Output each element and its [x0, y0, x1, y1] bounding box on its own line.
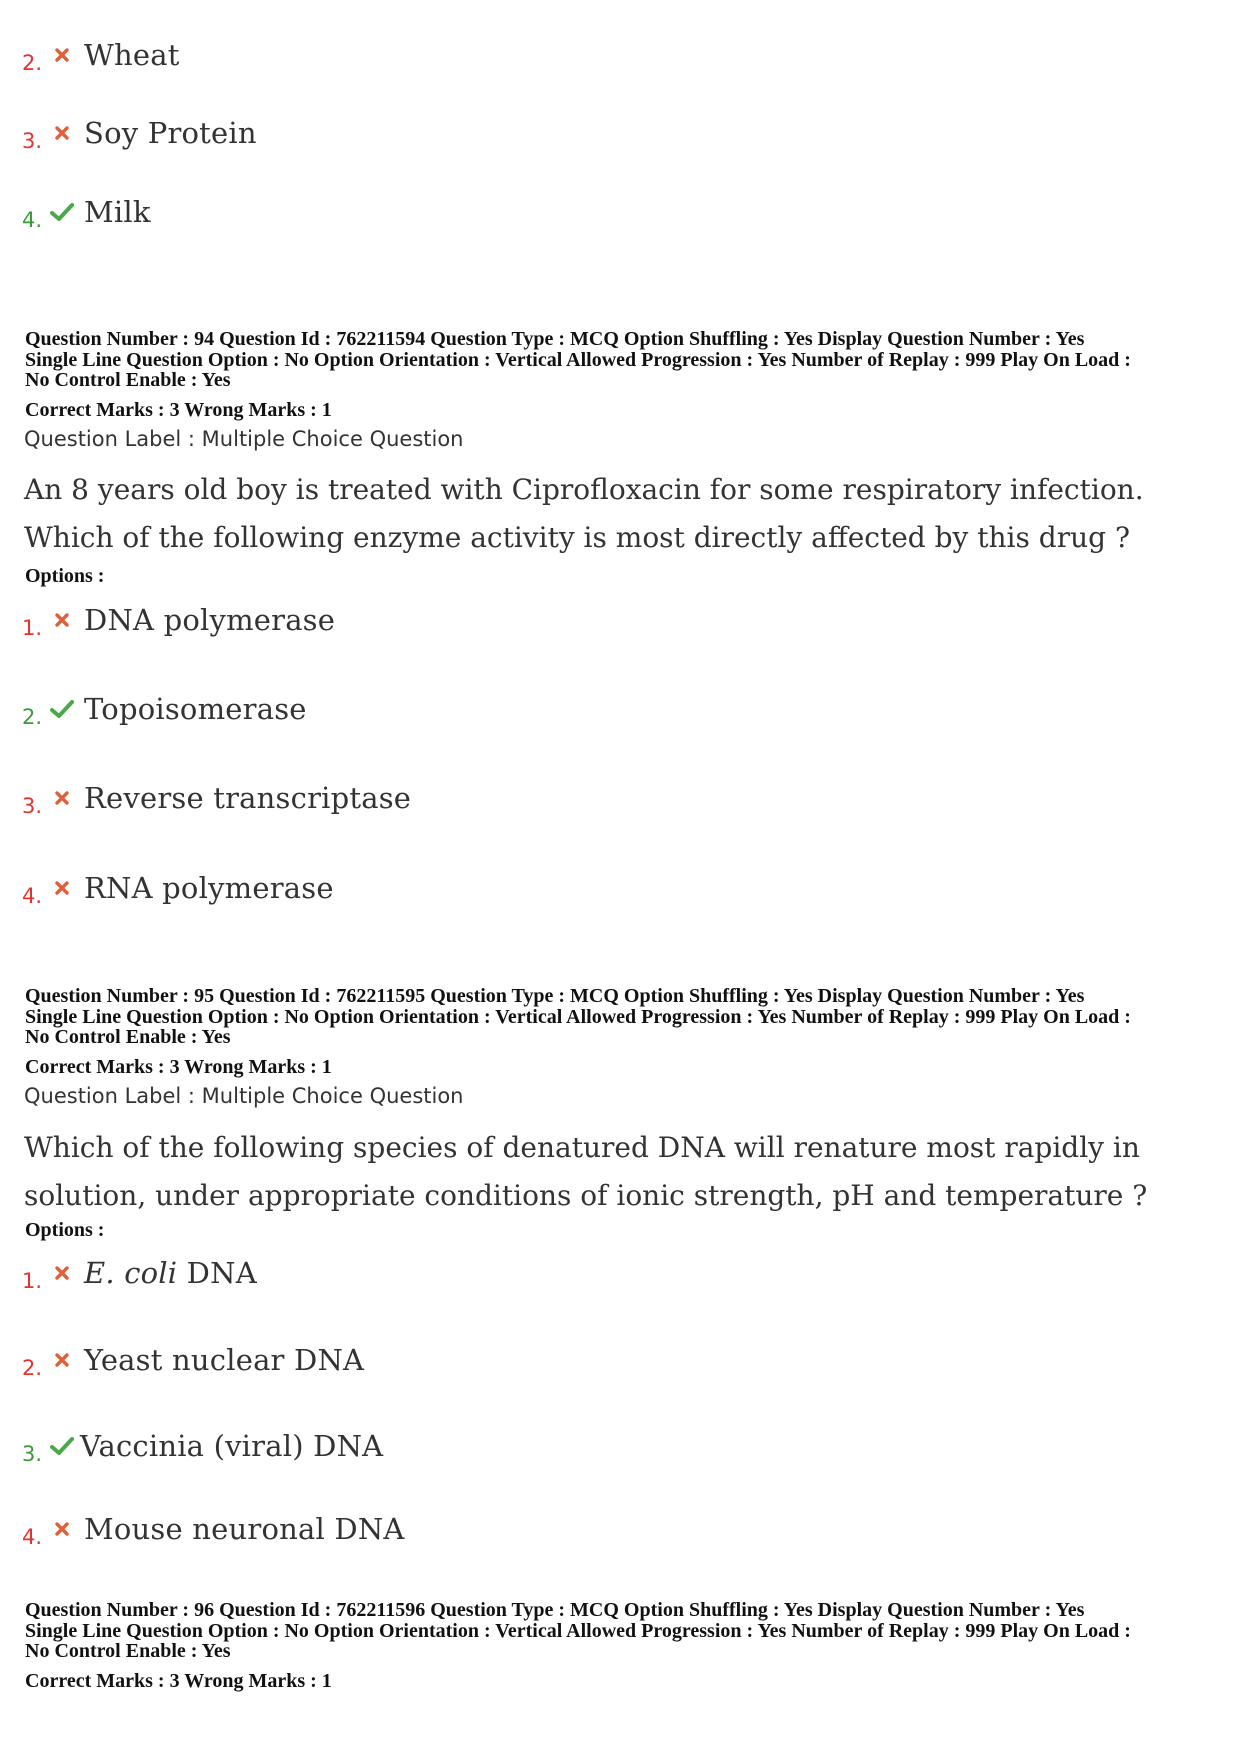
question-94-label: Question Label : Multiple Choice Question — [24, 427, 464, 451]
question-95-text — [24, 1124, 1214, 1220]
check-icon — [48, 1436, 76, 1456]
cross-icon — [48, 612, 76, 628]
option-number: 3. — [22, 1442, 43, 1466]
cross-icon — [48, 880, 76, 896]
option-row — [22, 27, 180, 83]
option-number: 1. — [22, 616, 43, 640]
option-number: 4. — [22, 1525, 43, 1549]
option-row — [22, 1245, 257, 1301]
species-name-italic: E. coli — [84, 1256, 178, 1290]
option-number: 4. — [22, 208, 43, 232]
cross-icon — [48, 125, 76, 141]
question-95-metadata — [25, 986, 1225, 1048]
option-row — [22, 1418, 383, 1474]
option-row — [22, 1501, 405, 1557]
option-number: 2. — [22, 1356, 43, 1380]
option-text-rest: DNA — [177, 1256, 257, 1290]
question-line: An 8 years old boy is treated with Ciprofloxacin for some respiratory infection. — [24, 473, 1144, 506]
option-number: 2. — [22, 51, 43, 75]
option-number: 4. — [22, 884, 43, 908]
question-line: solution, under appropriate conditions of ionic strength, pH and temperature ? — [24, 1179, 1148, 1212]
option-text — [84, 1256, 257, 1290]
option-row — [22, 105, 257, 161]
option-text: RNA polymerase — [84, 871, 334, 905]
question-94-marks: Correct Marks : 3 Wrong Marks : 1 — [25, 399, 332, 421]
question-95-marks: Correct Marks : 3 Wrong Marks : 1 — [25, 1056, 332, 1078]
question-94-metadata — [25, 329, 1225, 391]
metadata-line: No Control Enable : Yes — [25, 1026, 231, 1048]
option-number: 1. — [22, 1269, 43, 1293]
cross-icon — [48, 790, 76, 806]
check-icon — [48, 202, 76, 222]
question-95-label: Question Label : Multiple Choice Question — [24, 1084, 464, 1108]
option-text: Topoisomerase — [84, 692, 307, 726]
metadata-line: No Control Enable : Yes — [25, 369, 231, 391]
question-96-metadata — [25, 1600, 1225, 1662]
metadata-line: No Control Enable : Yes — [25, 1640, 231, 1662]
metadata-line: Single Line Question Option : No Option Orientation : Vertical Allowed Progression : Yes Number of Replay : 999 Play On Load : — [25, 348, 1131, 371]
option-number: 3. — [22, 794, 43, 818]
option-text: Wheat — [84, 38, 180, 72]
option-row — [22, 184, 151, 240]
metadata-line: Question Number : 94 Question Id : 762211594 Question Type : MCQ Option Shuffling : Yes Display Question Number : Yes — [25, 328, 1085, 350]
option-row — [22, 681, 307, 737]
question-96-marks: Correct Marks : 3 Wrong Marks : 1 — [25, 1670, 332, 1692]
option-text: DNA polymerase — [84, 603, 336, 637]
cross-icon — [48, 1265, 76, 1281]
question-95-options-heading: Options : — [25, 1219, 105, 1241]
option-row — [22, 770, 411, 826]
cross-icon — [48, 47, 76, 63]
option-text: Mouse neuronal DNA — [84, 1512, 405, 1546]
check-icon — [48, 699, 76, 719]
option-text: Milk — [84, 195, 151, 229]
option-number: 3. — [22, 129, 43, 153]
question-94-options-heading: Options : — [25, 565, 105, 587]
metadata-line: Question Number : 95 Question Id : 762211595 Question Type : MCQ Option Shuffling : Yes Display Question Number : Yes — [25, 985, 1085, 1007]
cross-icon — [48, 1352, 76, 1368]
cross-icon — [48, 1521, 76, 1537]
question-line: Which of the following species of denatured DNA will renature most rapidly in — [24, 1131, 1140, 1164]
metadata-line: Single Line Question Option : No Option Orientation : Vertical Allowed Progression : Yes Number of Replay : 999 Play On Load : — [25, 1005, 1131, 1028]
option-text: Yeast nuclear DNA — [84, 1343, 365, 1377]
option-row — [22, 1332, 364, 1388]
option-row — [22, 592, 335, 648]
metadata-line: Question Number : 96 Question Id : 762211596 Question Type : MCQ Option Shuffling : Yes Display Question Number : Yes — [25, 1599, 1085, 1621]
option-row — [22, 860, 334, 916]
option-text: Soy Protein — [84, 116, 257, 150]
question-94-text — [24, 466, 1214, 562]
option-text: Vaccinia (viral) DNA — [80, 1429, 384, 1463]
metadata-line: Single Line Question Option : No Option Orientation : Vertical Allowed Progression : Yes Number of Replay : 999 Play On Load : — [25, 1619, 1131, 1642]
question-line: Which of the following enzyme activity is most directly affected by this drug ? — [24, 521, 1130, 554]
option-text: Reverse transcriptase — [84, 781, 412, 815]
option-number: 2. — [22, 705, 43, 729]
